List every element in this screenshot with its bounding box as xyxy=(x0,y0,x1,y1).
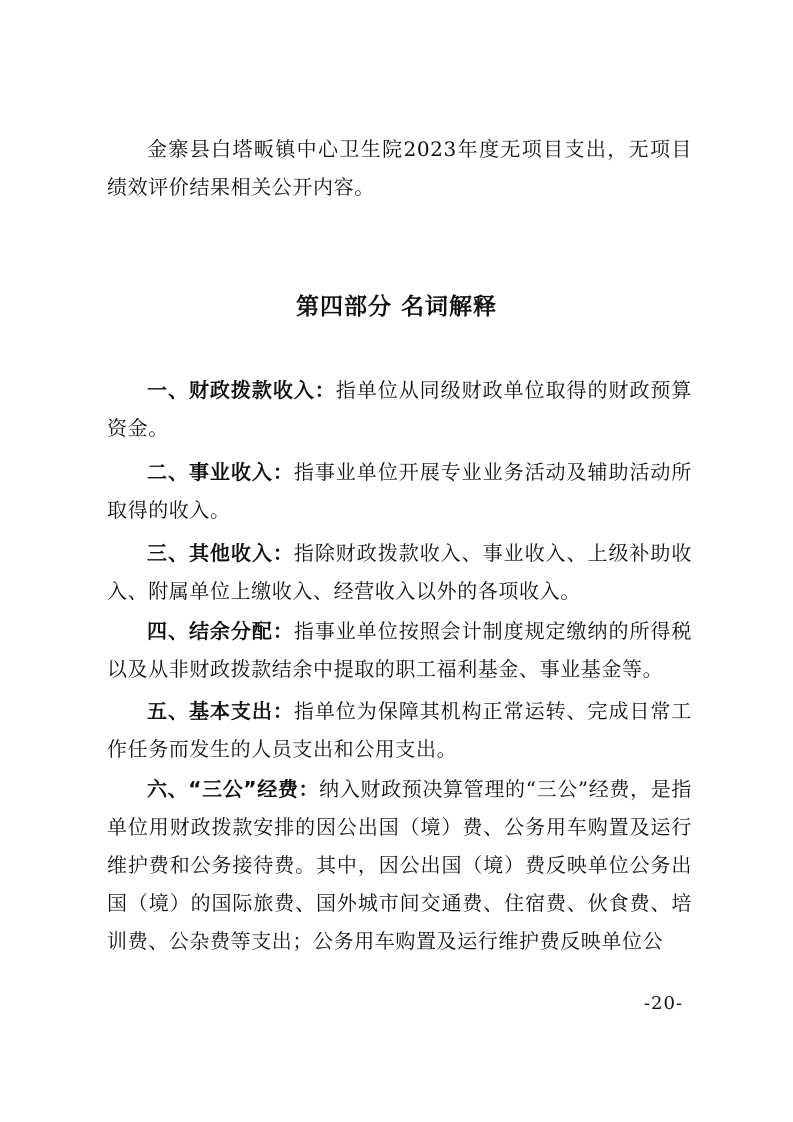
definition-5 xyxy=(107,692,692,768)
definition-term: 五、基本支出： xyxy=(147,699,294,723)
intro-text: 金寨县白塔畈镇中心卫生院2023年度无项目支出，无项目绩效评价结果相关公开内容。 xyxy=(107,137,692,199)
definition-text: 指单位为保障其机构正常运转、完成日常工作任务而发生的人员支出和公用支出。 xyxy=(107,699,693,761)
section-title: 第四部分 名词解释 xyxy=(295,294,497,320)
definition-term: 二、事业收入： xyxy=(147,460,294,484)
definition-text: 指事业单位开展专业业务活动及辅助活动所取得的收入。 xyxy=(107,460,693,522)
definition-term: 一、财政拨款收入： xyxy=(147,378,336,402)
definition-term: 三、其他收入： xyxy=(147,541,294,565)
definition-text: 指除财政拨款收入、事业收入、上级补助收入、附属单位上缴收入、经营收入以外的各项收入。 xyxy=(107,541,693,603)
definition-text: 指事业单位按照会计制度规定缴纳的所得税以及从非财政拨款结余中提取的职工福利基金、事业基金等。 xyxy=(107,619,693,681)
definition-term: 四、结余分配： xyxy=(147,619,294,643)
page-number: -20- xyxy=(643,993,683,1014)
definition-text: 指单位从同级财政单位取得的财政预算资金。 xyxy=(107,378,692,440)
definition-4 xyxy=(107,612,692,688)
definition-2 xyxy=(107,453,692,529)
definition-6 xyxy=(107,770,692,960)
definition-term: 六、“三公”经费： xyxy=(147,777,320,801)
definition-3 xyxy=(107,534,692,610)
definition-text: 纳入财政预决算管理的“三公”经费，是指单位用财政拨款安排的因公出国（境）费、公务用车购置及运行维护费和公务接待费。其中，因公出国（境）费反映单位公务出国（境）的国际旅费、国外城市间交通费、住宿费、伙食费、培训费、公杂费等支出；公务用车购置及运行维护费反映单位公 xyxy=(107,777,692,953)
definition-1 xyxy=(107,371,692,447)
intro-paragraph xyxy=(107,130,692,206)
